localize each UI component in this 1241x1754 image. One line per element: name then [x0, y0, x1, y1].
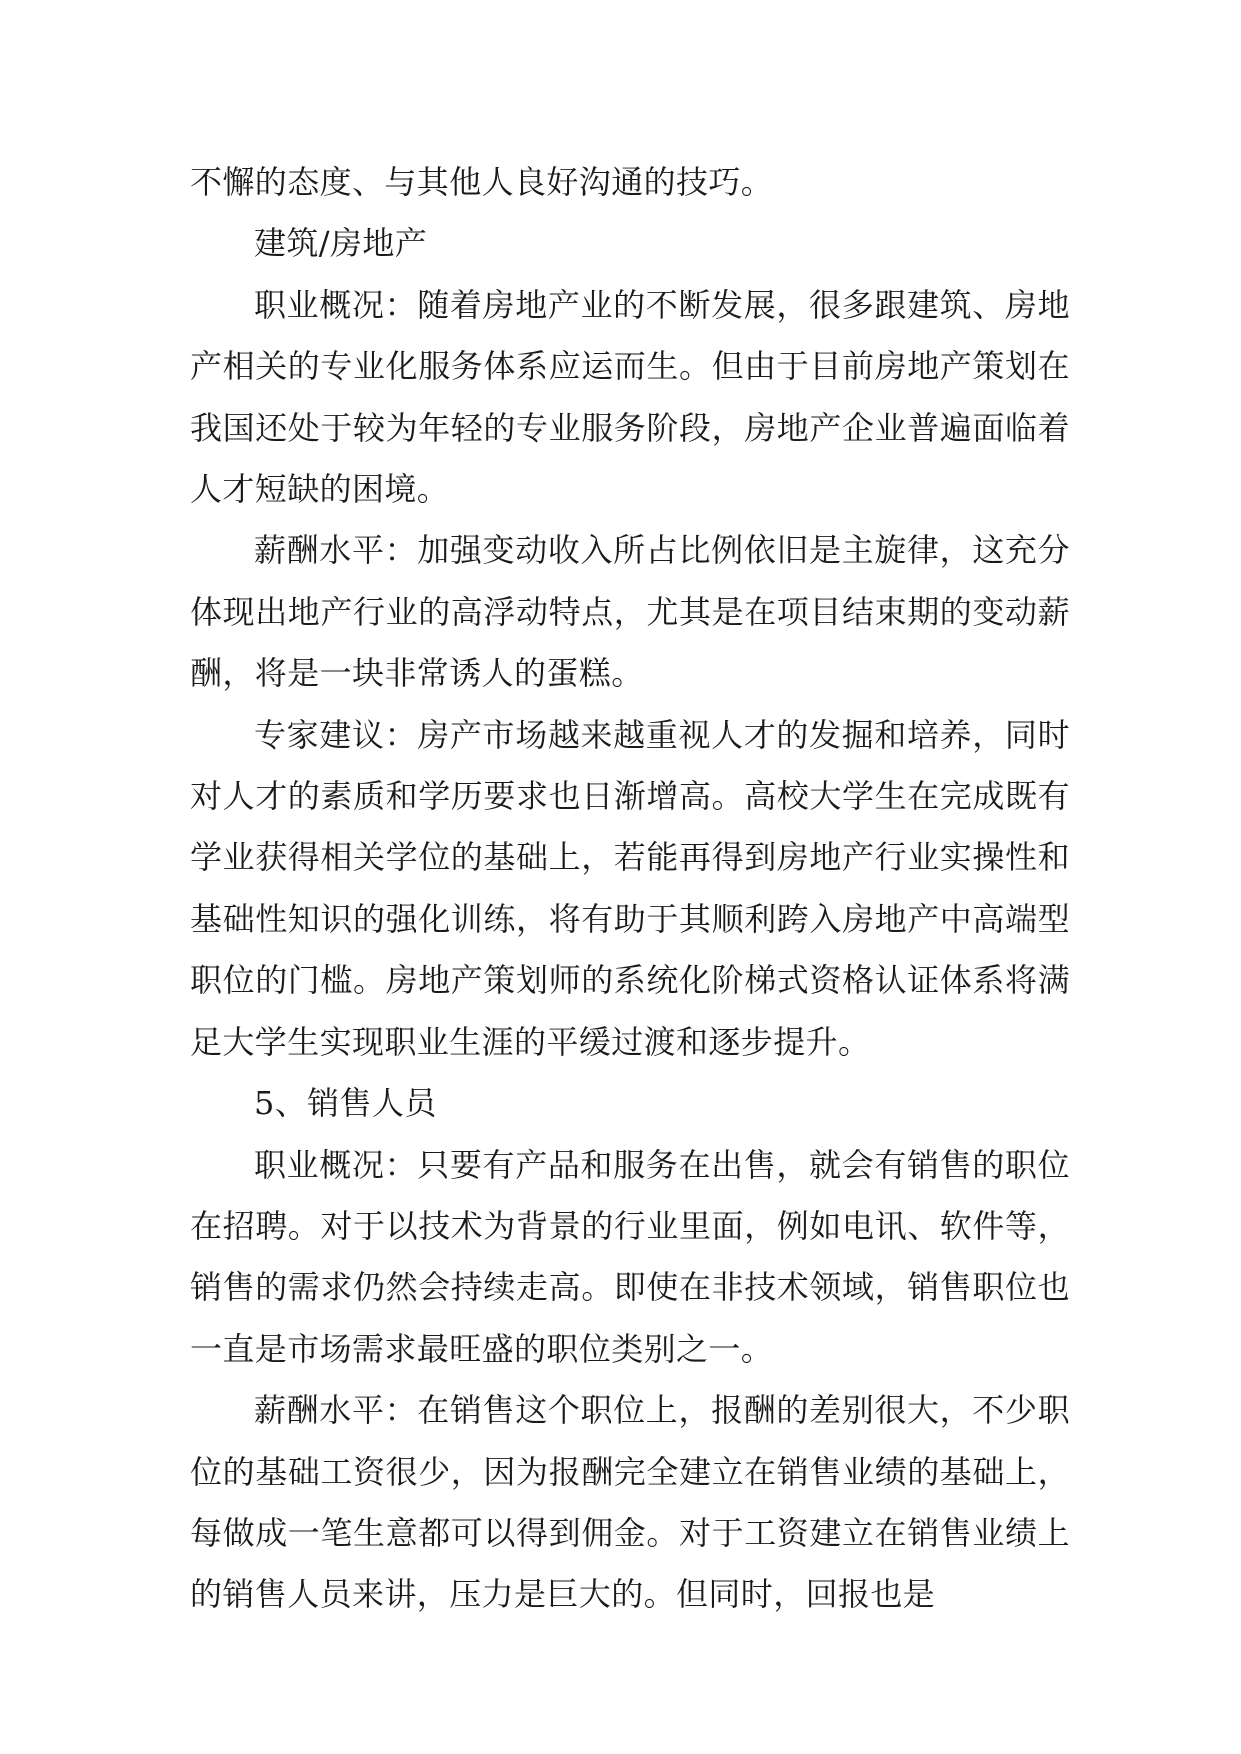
section-heading-sales: 5、销售人员 — [254, 1084, 437, 1123]
paragraph-sales-salary: 薪酬水平：在销售这个职位上，报酬的差别很大，不少职位的基础工资很少，因为报酬完全建立在销售业绩的基础上，每做成一笔生意都可以得到佣金。对于工资建立在销售业绩上的销售人员来讲，压力是巨大的。但同时，回报也是 — [190, 1391, 1070, 1614]
document-body — [190, 152, 1070, 1626]
paragraph-career-overview: 职业概况：随着房地产业的不断发展，很多跟建筑、房地产相关的专业化服务体系应运而生。但由于目前房地产策划在我国还处于较为年轻的专业服务阶段，房地产企业普遍面临着人才短缺的困境。 — [190, 285, 1070, 509]
paragraph-salary-level: 薪酬水平：加强变动收入所占比例依旧是主旋律，这充分体现出地产行业的高浮动特点，尤其是在项目结束期的变动薪酬，将是一块非常诱人的蛋糕。 — [190, 531, 1070, 693]
section-heading-real-estate: 建筑/房地产 — [254, 224, 428, 263]
paragraph-sales-overview: 职业概况：只要有产品和服务在出售，就会有销售的职位在招聘。对于以技术为背景的行业里面，例如电讯、软件等，销售的需求仍然会持续走高。即使在非技术领域，销售职位也一直是市场需求最旺盛的职位类别之一。 — [190, 1145, 1070, 1368]
paragraph-continuation: 不懈的态度、与其他人良好沟通的技巧。 — [190, 163, 774, 201]
paragraph-expert-advice: 专家建议：房产市场越来越重视人才的发掘和培养，同时对人才的素质和学历要求也日渐增高。高校大学生在完成既有学业获得相关学位的基础上，若能再得到房地产行业实操性和基础性知识的强化训练，将有助于其顺利跨入房地产中高端型职位的门槛。房地产策划师的系统化阶梯式资格认证体系将满足大学生实现职业生涯的平缓过渡和逐步提升。 — [190, 715, 1070, 1061]
